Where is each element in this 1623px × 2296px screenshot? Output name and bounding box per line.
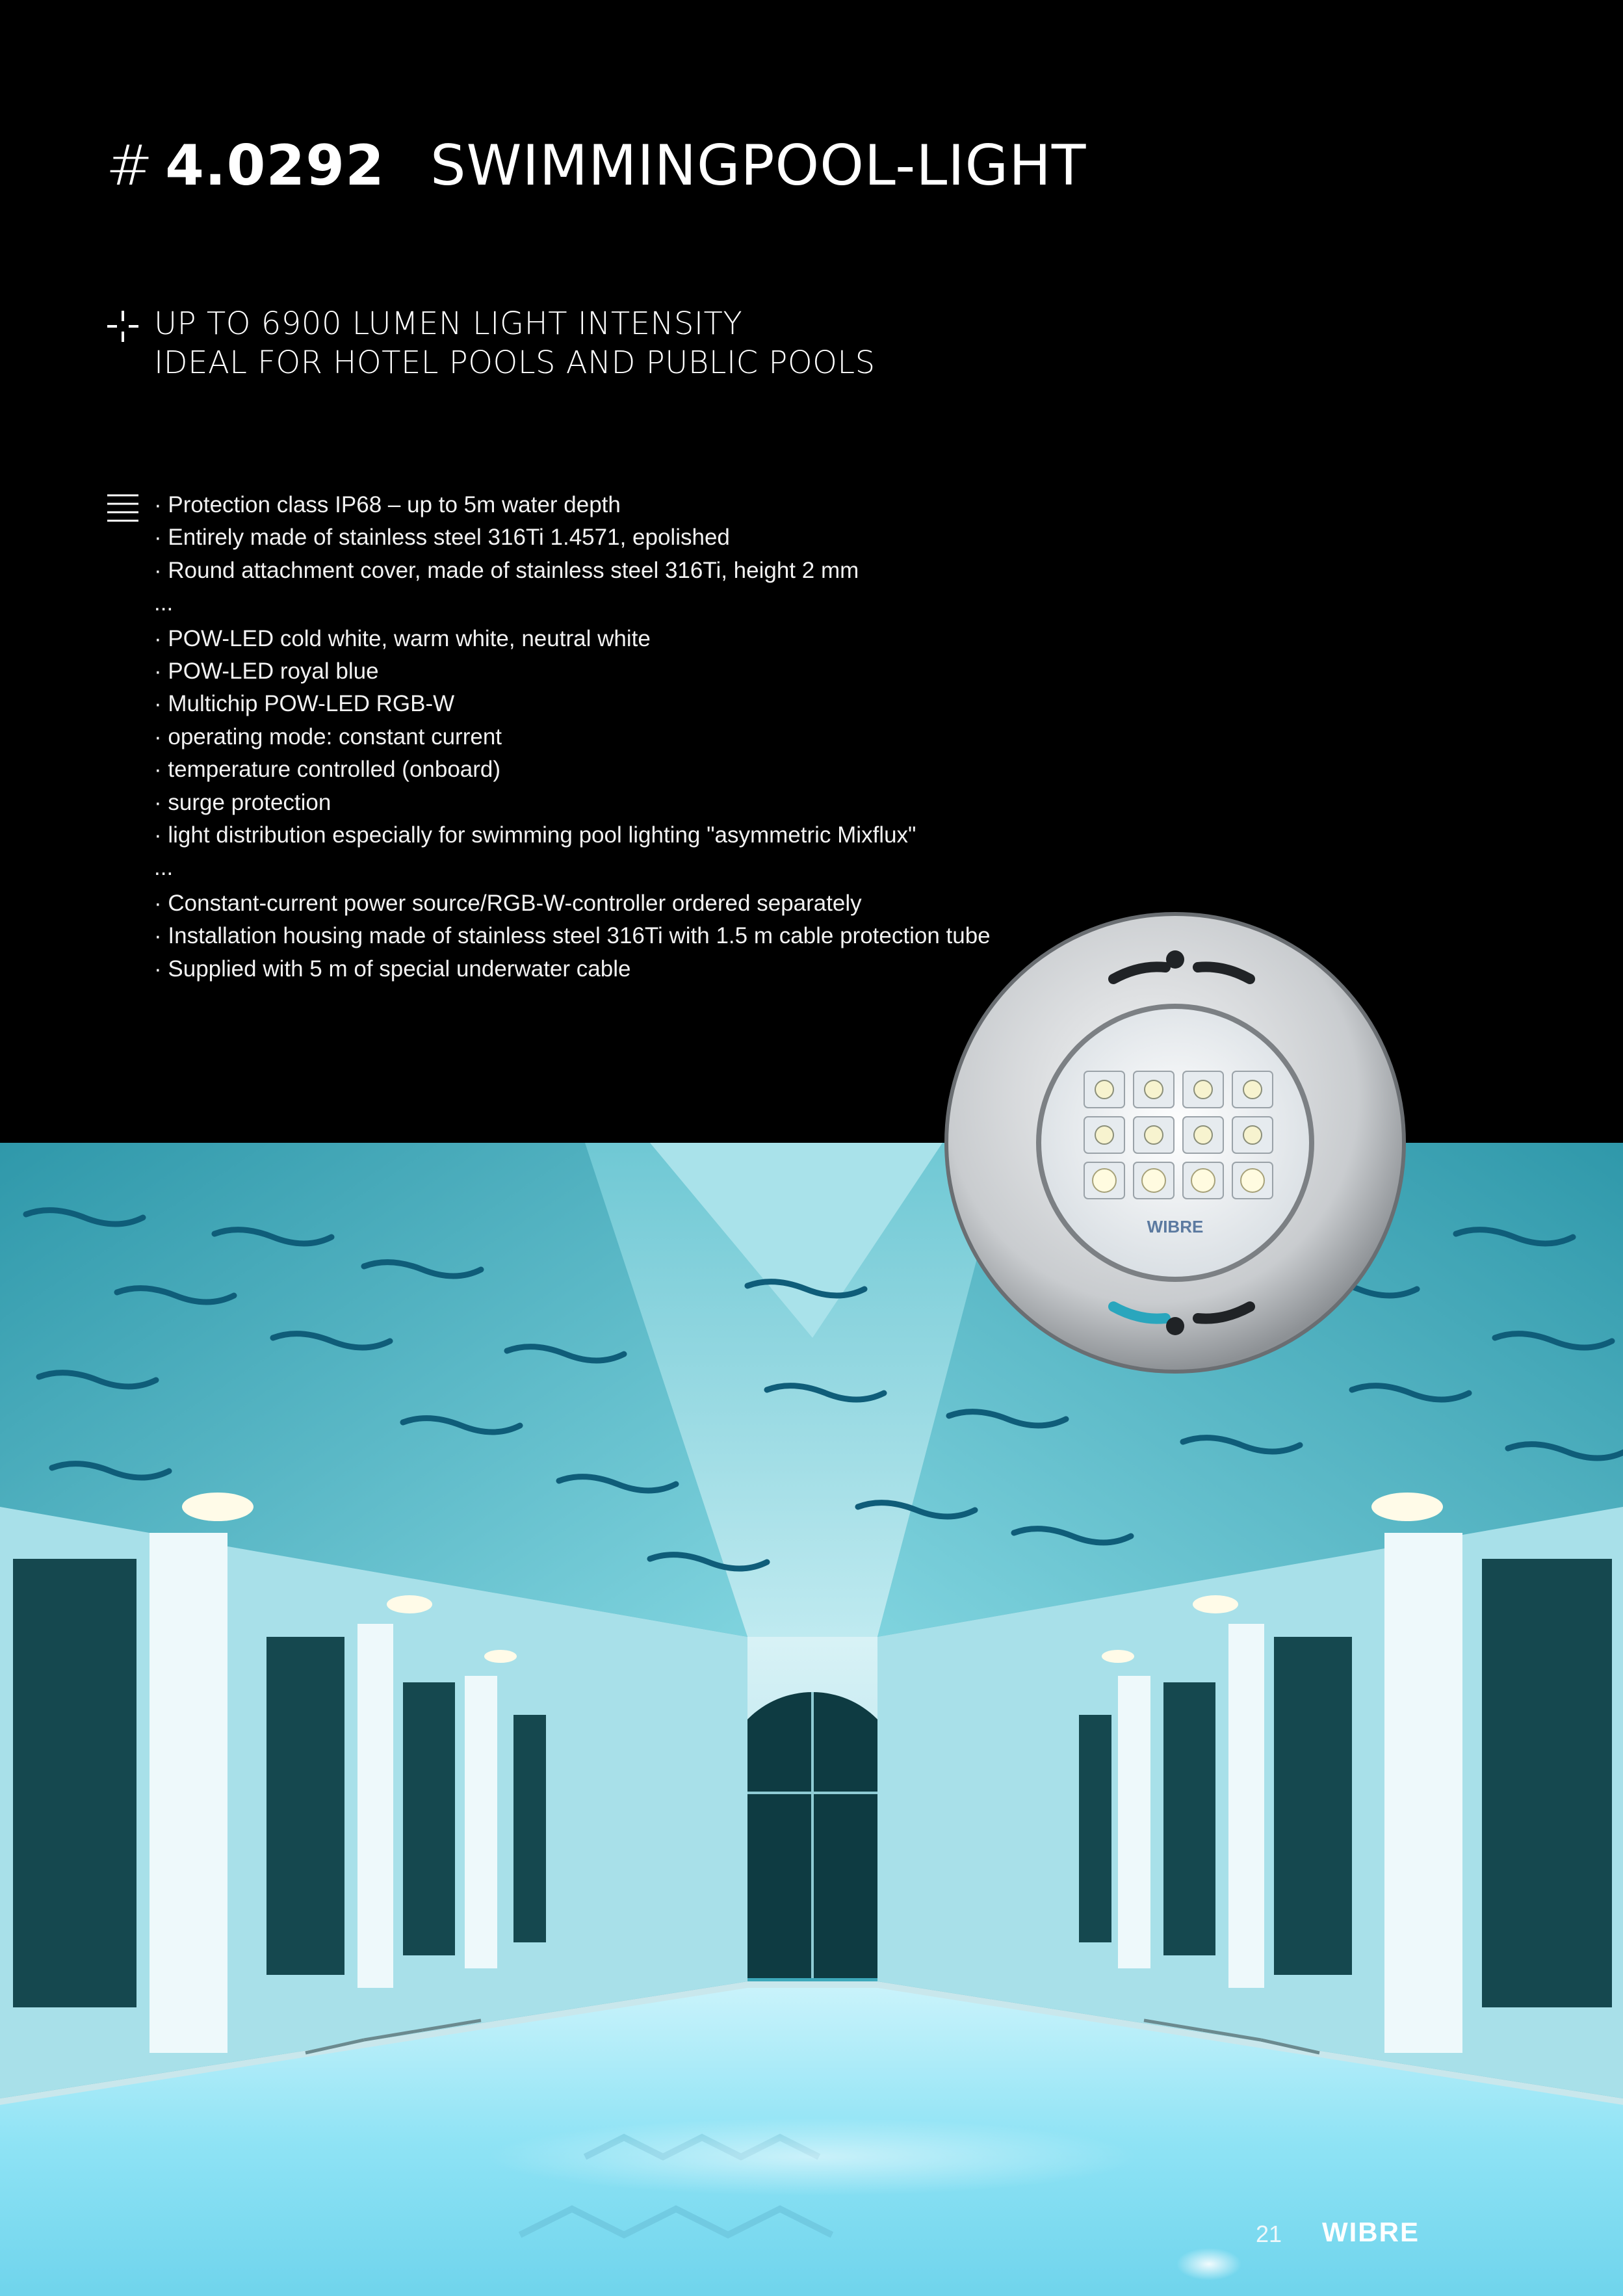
lamp-brand-mark: WIBRE [1147,1217,1204,1236]
spec-list [154,489,991,985]
product-code: 4.0292 [165,133,385,198]
pool-light-product [941,909,1409,1377]
spec-item: · POW-LED royal blue [154,659,379,685]
spec-item: · surge protection [154,789,331,815]
spec-item: · Constant-current power source/RGB-W-controller ordered separately [154,890,862,916]
spec-item: · Round attachment cover, made of stainless steel 316Ti, height 2 mm [154,557,859,583]
spec-item: · Protection class IP68 – up to 5m water depth [154,492,621,517]
feature-line-1: UP TO 6900 LUMEN LIGHT INTENSITY [154,306,743,342]
spec-item: · operating mode: constant current [154,724,502,750]
spec-item: · temperature controlled (onboard) [154,757,501,783]
brand-logo: WIBRE [1322,2217,1420,2247]
spec-item: · Installation housing made of stainless steel 316Ti with 1.5 m cable protection tube [154,923,991,949]
feature-lines [154,304,876,382]
spec-separator: ... [154,590,174,616]
spec-item: · POW-LED cold white, warm white, neutral white [154,625,651,651]
spec-item: · Supplied with 5 m of special underwater cable [154,956,631,982]
page-number: 21 [1256,2221,1282,2247]
spec-item: · Entirely made of stainless steel 316Ti 1.4571, epolished [154,525,730,551]
product-title: SWIMMINGPOOL-LIGHT [430,133,1087,198]
menu-lines-icon [106,493,140,524]
feature-line-2: IDEAL FOR HOTEL POOLS AND PUBLIC POOLS [154,345,876,381]
crosshair-icon [106,309,140,343]
heading-hash: # [106,133,154,198]
spec-item: · light distribution especially for swimming pool lighting "asymmetric Mixflux" [154,822,916,848]
spec-item: · Multichip POW-LED RGB-W [154,691,455,717]
product-heading [106,133,1086,198]
spec-separator: ... [154,855,174,881]
